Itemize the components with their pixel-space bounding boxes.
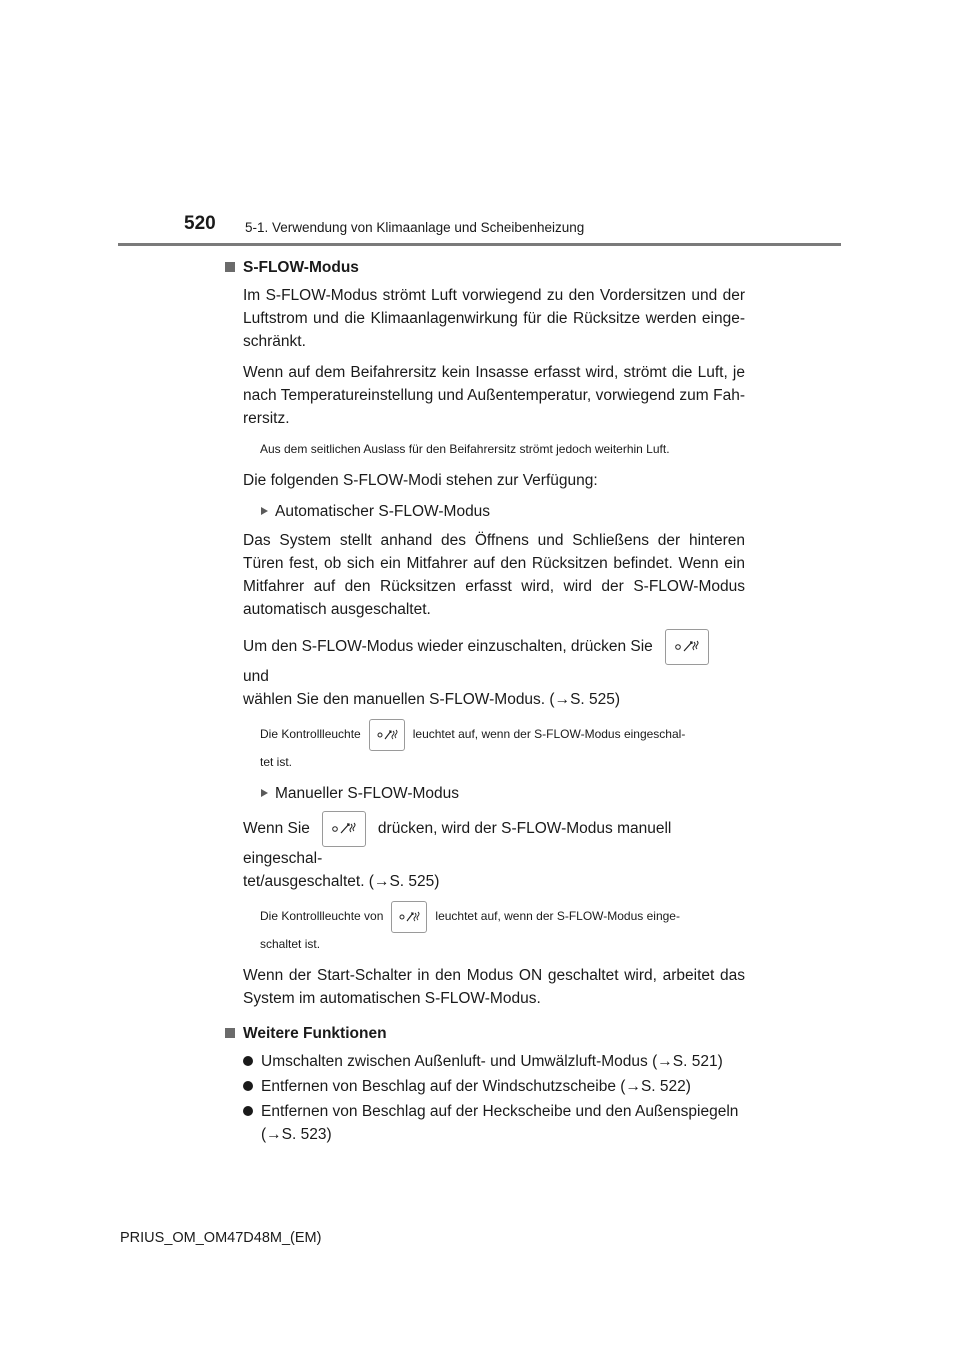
section-title: 5-1. Verwendung von Klimaanlage und Scheibenheizung [245,220,585,235]
text: Um den S-FLOW-Modus wieder einzuschalten, drücken Sie [243,638,653,656]
text: Die Kontrollleuchte [260,727,361,742]
text: tet/ausgeschaltet. (→S. 525) [243,873,440,890]
round-bullet-icon [243,1056,253,1066]
paragraph: Das System stellt anhand des Öffnens und Schließens der hinteren Türen fest, ob sich ein Mitfahrer auf den Rücksitzen befindet. Wenn ein Mitfahrer auf den Rücksitzen erfasst wird, wird der S-FLOW-Modus automatisch ausgeschaltet. [243,532,745,618]
subheading-auto [260,500,745,523]
s-flow-indicator-icon [369,719,405,751]
s-flow-indicator-icon [391,901,427,933]
list-item-text: Umschalten zwischen Außenluft- und Umwälzluft-Modus (→S. 521) [261,1053,723,1070]
text: leuchtet auf, wenn der S-FLOW-Modus eingeschal- [412,727,686,742]
document-code: PRIUS_OM_OM47D48M_(EM) [120,1230,322,1246]
note-with-icon [260,719,745,773]
square-bullet-icon [225,262,235,272]
heading-text: Weitere Funktionen [243,1025,387,1042]
list-item [243,1100,745,1146]
text: Wenn Sie [243,820,310,838]
text: tet ist. [260,755,293,769]
page-content [225,256,745,1148]
round-bullet-icon [243,1106,253,1116]
text: schaltet ist. [260,937,321,951]
list-item-text: Entfernen von Beschlag auf der Heckscheibe und den Außenspiegeln [261,1103,739,1120]
subheading-text: Automatischer S-FLOW-Modus [275,503,491,520]
subheading-text: Manueller S-FLOW-Modus [275,785,460,802]
square-bullet-icon [225,1028,235,1038]
text: leuchtet auf, wenn der S-FLOW-Modus einge- [435,909,680,924]
text: drücken, wird der S-FLOW-Modus manuell eingeschal- [243,820,672,867]
s-flow-button-icon [665,629,709,665]
heading-text: S-FLOW-Modus [243,259,359,276]
paragraph-with-icon [243,629,745,711]
note: Aus dem seitlichen Auslass für den Beifahrersitz strömt jedoch weiterhin Luft. [260,442,670,456]
section-heading-sflow [225,256,745,279]
text: und [243,668,269,685]
page-number: 520 [184,213,216,234]
paragraph: Wenn der Start-Schalter in den Modus ON geschaltet wird, arbeitet das System im automatischen S-FLOW-Modus. [243,967,745,1007]
list-item-text: (→S. 523) [261,1126,332,1143]
list-item-text: Entfernen von Beschlag auf der Windschutzscheibe (→S. 522) [261,1078,691,1095]
round-bullet-icon [243,1081,253,1091]
header-rule [118,243,841,246]
triangle-icon [261,507,268,515]
subheading-manual [260,782,745,805]
section-heading-more [225,1022,745,1045]
text: Die Kontrollleuchte von [260,909,384,924]
list-item [243,1050,745,1073]
paragraph: Die folgenden S-FLOW-Modi stehen zur Verfügung: [243,472,598,489]
s-flow-button-icon [322,811,366,847]
paragraph: Im S-FLOW-Modus strömt Luft vorwiegend zu den Vordersitzen und der Luftstrom und die Klimaanlagenwirkung für die Rücksitze werden einge-schränkt. [243,287,745,350]
paragraph: Wenn auf dem Beifahrersitz kein Insasse erfasst wird, strömt die Luft, je nach Temperatureinstellung und Außentemperatur, vorwiegend zum Fah-rersitz. [243,364,745,427]
list-item [243,1075,745,1098]
paragraph-with-icon [243,811,745,893]
text: wählen Sie den manuellen S-FLOW-Modus. (→S. 525) [243,691,621,708]
note-with-icon [260,901,745,955]
triangle-icon [261,789,268,797]
